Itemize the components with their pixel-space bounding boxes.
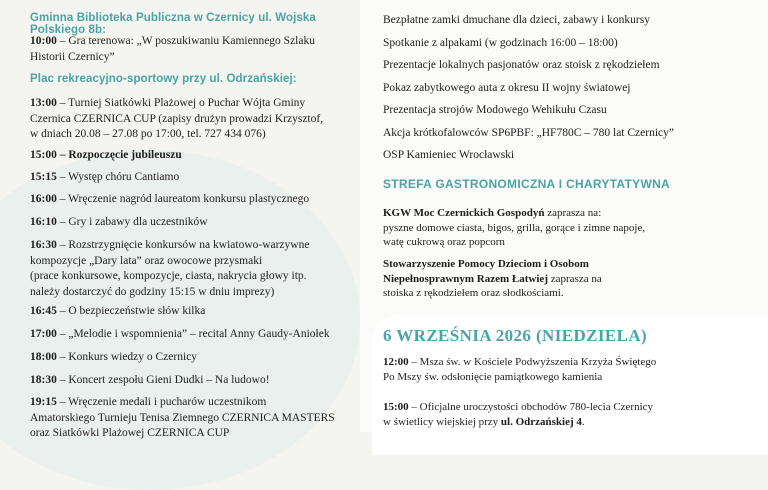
program-entry-1915	[30, 395, 370, 442]
entry-time: 18:00	[30, 351, 57, 363]
entry-text: oraz Siatkówki Plażowej CZERNICA CUP	[30, 427, 230, 439]
attraction-item: Pokaz zabytkowego auta z okresu II wojny światowej	[383, 82, 631, 94]
program-entry-1630	[30, 238, 370, 300]
attraction-item: Spotkanie z alpakami (w godzinach 16:00 – 18:00)	[383, 37, 618, 49]
entry-text: – „Melodie i wspomnienia” – recital Anny Gaudy-Aniołek	[56, 328, 330, 340]
entry-text: Po Mszy św. odsłonięcie pamiątkowego kamienia	[383, 370, 603, 383]
entry-time: 16:00	[30, 193, 57, 205]
entry-text: – Konkurs wiedzy o Czernicy	[56, 351, 198, 363]
org-name: KGW Moc Czernickich Gospodyń	[383, 207, 545, 219]
program-entry-1515	[30, 170, 370, 186]
plac-heading: Plac rekreacyjno-sportowy przy ul. Odrzańskiej:	[30, 73, 297, 85]
address-text: ul. Odrzańskiej 4	[500, 415, 582, 428]
program-entry-1830	[30, 373, 370, 389]
program-entry-sun-1500	[383, 400, 753, 429]
entry-text: zaprasza na:	[544, 207, 602, 219]
entry-text: – Koncert zespołu Gieni Dudki – Na ludowo!	[56, 374, 270, 386]
attraction-item: Prezentacje lokalnych pasjonatów oraz stoisk z rękodziełem	[383, 59, 660, 71]
entry-time: 16:30	[30, 239, 57, 251]
entry-text: należy dostarczyć do godziny 15:15 w dniu imprezy)	[30, 285, 275, 298]
attraction-item: Prezentacja strojów Modowego Wehikułu Czasu	[383, 104, 607, 116]
entry-text: w dniach 20.08 – 27.08 po 17:00, tel. 727 434 076)	[30, 128, 266, 140]
kgw-entry	[383, 206, 723, 250]
program-entry-1600	[30, 192, 370, 208]
entry-text: – O bezpieczeństwie słów kilka	[56, 305, 206, 317]
attraction-item: Akcja krótkofalowców SP6PBF: „HF780C – 780 lat Czernicy”	[383, 127, 674, 139]
entry-text: pyszne domowe ciasta, bigos, grilla, gorące i zimne napoje,	[383, 221, 646, 234]
entry-text: – Oficjalne uroczystości obchodów 780-lecia Czernicy	[408, 401, 654, 413]
entry-text: Czernica CZERNICA CUP (zapisy drużyn prowadzi Krzysztof,	[30, 112, 324, 125]
org-name: Niepełnosprawnym Razem Łatwiej	[383, 272, 548, 285]
entry-time: 13:00	[30, 97, 57, 109]
program-entry-1700	[30, 327, 370, 343]
program-entry-1800	[30, 350, 370, 366]
entry-text: – Rozpoczęcie jubileuszu	[56, 149, 182, 161]
org-name: Stowarzyszenie Pomocy Dzieciom i Osobom	[383, 258, 589, 270]
attraction-item: OSP Kamieniec Wrocławski	[383, 149, 515, 161]
entry-text: – Gra terenowa: „W poszukiwaniu Kamiennego Szlaku	[56, 35, 315, 47]
entry-text: – Wręczenie nagród laureatom konkursu plastycznego	[56, 193, 310, 205]
entry-time: 16:10	[30, 216, 57, 228]
entry-time: 15:00	[383, 401, 409, 413]
entry-text: Amatorskiego Turnieju Tenisa Ziemnego CZERNICA MASTERS	[30, 411, 335, 424]
program-entry-1300	[30, 96, 370, 143]
entry-text: – Turniej Siatkówki Plażowej o Puchar Wójta Gminy	[56, 97, 306, 109]
entry-text: – Występ chóru Cantiamo	[56, 171, 180, 183]
entry-text: Historii Czernicy”	[30, 50, 115, 63]
entry-text: stoiska z rękodziełem oraz słodkościami.	[383, 287, 564, 299]
sunday-date-heading: 6 WRZEŚNIA 2026 (NIEDZIELA)	[383, 326, 648, 345]
entry-text: – Wręczenie medali i pucharów uczestnikom	[56, 396, 267, 408]
entry-time: 15:00	[30, 149, 57, 161]
entry-time: 12:00	[383, 356, 409, 368]
attraction-item: Bezpłatne zamki dmuchane dla dzieci, zabawy i konkursy	[383, 14, 650, 26]
entry-time: 19:15	[30, 396, 57, 408]
entry-text: – Msza św. w Kościele Podwyższenia Krzyża Świętego	[408, 356, 657, 368]
entry-time: 16:45	[30, 305, 57, 317]
entry-text: kompozycje „Dary lata” oraz owocowe przysmaki	[30, 254, 263, 267]
entry-time: 17:00	[30, 328, 57, 340]
entry-time: 15:15	[30, 171, 57, 183]
program-entry-sun-1200	[383, 355, 753, 384]
entry-text: – Gry i zabawy dla uczestników	[56, 216, 208, 228]
gastro-heading: STREFA GASTRONOMICZNA I CHARYTATYWNA	[383, 177, 671, 191]
entry-text: – Rozstrzygnięcie konkursów na kwiatowo-warzywne	[56, 239, 310, 251]
program-entry-1610	[30, 215, 370, 231]
program-entry-1645	[30, 304, 370, 320]
entry-text: .	[581, 415, 585, 428]
entry-time: 18:30	[30, 374, 57, 386]
library-heading: Gminna Biblioteka Publiczna w Czernicy ul. Wojska Polskiego 8b:	[30, 12, 316, 36]
entry-text: zaprasza na	[547, 272, 602, 285]
entry-text: (prace konkursowe, kompozycje, ciasta, nakrycia głowy itp.	[30, 270, 307, 282]
stowarzyszenie-entry	[383, 257, 723, 301]
entry-text: w świetlicy wiejskiej przy	[383, 415, 501, 428]
entry-text: watę cukrową oraz popcorn	[383, 236, 505, 248]
entry-time: 10:00	[30, 35, 57, 47]
program-entry-1500	[30, 148, 370, 164]
program-entry-1000	[30, 34, 370, 65]
